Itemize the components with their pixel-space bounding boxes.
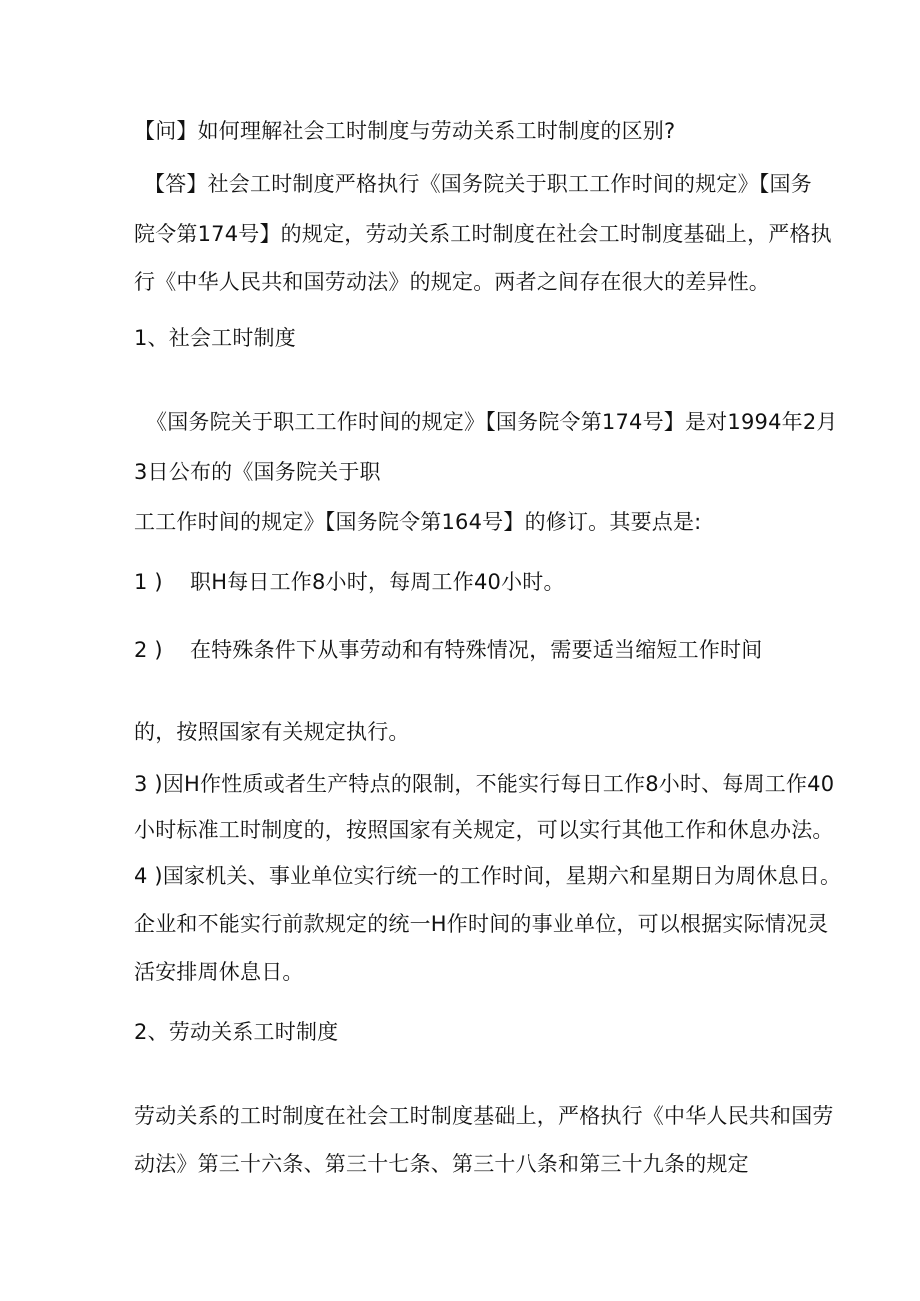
list-item-4-line-1: 4 )国家机关、事业单位实行统一的工作时间，星期六和星期日为周休息日。 (134, 864, 842, 888)
section2-body-line-2: 动法》第三十六条、第三十七条、第三十八条和第三十九条的规定 (134, 1152, 749, 1176)
list-item-3-line-2: 小时标准工时制度的，按照国家有关规定，可以实行其他工作和休息办法。 (134, 818, 834, 842)
answer-line-2: 院令第174号】的规定，劳动关系工时制度在社会工时制度基础上，严格执 (134, 222, 832, 246)
section1-intro-line-2: 3日公布的《国务院关于职 (134, 460, 381, 484)
list-item-3-line-1: 3 )因H作性质或者生产特点的限制，不能实行每日工作8小时、每周工作40 (134, 772, 835, 796)
list-item-2-continuation: 的，按照国家有关规定执行。 (134, 720, 410, 744)
section2-body-line-1: 劳动关系的工时制度在社会工时制度基础上，严格执行《中华人民共和国劳 (134, 1104, 834, 1128)
list-item-number: 1 ) (134, 570, 163, 594)
list-item-1 (134, 568, 565, 596)
section1-intro-line-1: 《国务院关于职工工作时间的规定》【国务院令第174号】是对1994年2月 (146, 410, 838, 434)
list-item-2 (134, 636, 762, 664)
section1-intro-line-3: 工工作时间的规定》【国务院令第164号】的修订。其要点是: (134, 510, 702, 534)
list-item-text: 在特殊条件下从事劳动和有特殊情况，需要适当缩短工作时间 (190, 638, 763, 662)
list-item-4-line-2: 企业和不能实行前款规定的统一H作时间的事业单位，可以根据实际情况灵 (134, 912, 829, 936)
list-item-text: 职H每日工作8小时，每周工作40小时。 (190, 570, 565, 594)
section1-heading: 1、社会工时制度 (134, 326, 296, 350)
answer-line-1: 【答】社会工时制度严格执行《国务院关于职工工作时间的规定》【国务 (144, 172, 812, 196)
section2-heading: 2、劳动关系工时制度 (134, 1020, 339, 1044)
list-item-4-line-3: 活安排周休息日。 (134, 960, 304, 984)
list-item-number: 2 ) (134, 638, 163, 662)
answer-line-3: 行《中华人民共和国劳动法》的规定。两者之间存在很大的差异性。 (134, 270, 770, 294)
question-line: 【问】如何理解社会工时制度与劳动关系工时制度的区别? (134, 119, 676, 143)
